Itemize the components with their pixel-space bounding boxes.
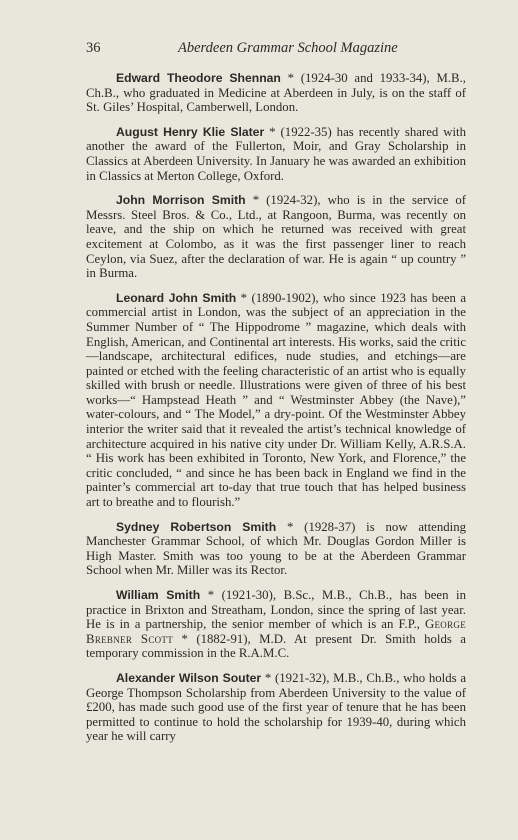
entry-name: Sydney Robertson Smith <box>116 519 277 534</box>
entry-william-smith <box>86 588 466 661</box>
entry-slater <box>86 125 466 183</box>
entry-name: August Henry Klie Slater <box>116 124 265 139</box>
entry-shennan <box>86 71 466 115</box>
entry-text: * (1921-32), M.B., Ch.B., who holds a George Thompson Scholarship from Aberdeen University to the value of £200, has made such good use of the first year of tenure that he has been permitted to continue to hold the scholarship for 1939-40, during which year he will carry <box>86 670 467 744</box>
entry-inline-name: George Brebner Scott <box>86 617 466 646</box>
entry-name: Edward Theodore Shennan <box>116 71 281 85</box>
entry-text: * (1922-35) has recently shared with another the award of the Fullerton, Moir, and Gray Scholarship in Classics at Aberdeen University. In January he was awarded an exhibition in Classics at Merton College, Oxford. <box>86 124 466 183</box>
entry-text-continued: * (1882-91), M.D. At present Dr. Smith holds a temporary commission in the R.A.M.C. <box>86 631 466 661</box>
page-number: 36 <box>86 40 101 56</box>
entry-sydney-smith <box>86 520 466 578</box>
entry-name: John Morrison Smith <box>116 193 246 208</box>
entry-text: * (1924-30 and 1933-34), M.B., Ch.B., who graduated in Medicine at Aberdeen in July, is on the staff of St. Giles’ Hospital, Camberwell, London. <box>86 71 466 115</box>
entries <box>86 71 466 744</box>
entry-name: Leonard John Smith <box>116 290 237 305</box>
page-header <box>86 40 466 60</box>
entry-text: * (1928-37) is now attending Manchester Grammar School, of which Mr. Douglas Gordon Miller is High Master. Smith was too young to be at the Aberdeen Grammar School when Mr. Miller was its Rector. <box>86 519 466 578</box>
entry-name: William Smith <box>116 588 201 602</box>
entry-text: * (1921-30), B.Sc., M.B., Ch.B., has been in practice in Brixton and Streatham, London, since the spring of last year. He is in a partnership, the senior member of which is an F.P., <box>86 588 467 632</box>
entry-leonard-smith <box>86 291 466 510</box>
entry-text: * (1890-1902), who since 1923 has been a commercial artist in London, was the subject of an appreciation in the Summer Number of “ The Hippodrome ” magazine, which deals with English, American, and Continental art interests. His works, said the critic—landscape, architectural edifices, nude studies, and etchings—are painted or etched with the feeling characteristic of an artist who is equally skilled with brush or needle. Illustrations were given of three of his best works—“ Hampstead Heath ” and “ Westminster Abbey (the Nave),” water-colours, and “ The Model,” a dry-point. Of the Westminster Abbey interior the writer said that it revealed the artist’s technical knowledge of architecture acquired in his native city under Dr. William Kelly, A.R.S.A. “ His work has been exhibited in Toronto, New York, and Florence,” the critic concluded, “ and since he has been back in England we find in the painter’s commercial art to-day that true touch that has helped business art to breathe and to flourish.” <box>86 290 466 510</box>
entry-souter <box>86 671 466 744</box>
running-title: Aberdeen Grammar School Magazine <box>178 40 398 56</box>
entry-john-smith <box>86 193 466 281</box>
entry-text: * (1924-32), who is in the service of Messrs. Steel Bros. & Co., Ltd., at Rangoon, Burma, was recently on leave, and the ship on which he returned was received with great excitement at Colombo, as it was the first passenger liner to reach Ceylon, via Suez, after the declaration of war. He is again “ up country ” in Burma. <box>86 193 466 281</box>
entry-name: Alexander Wilson Souter <box>116 670 262 685</box>
